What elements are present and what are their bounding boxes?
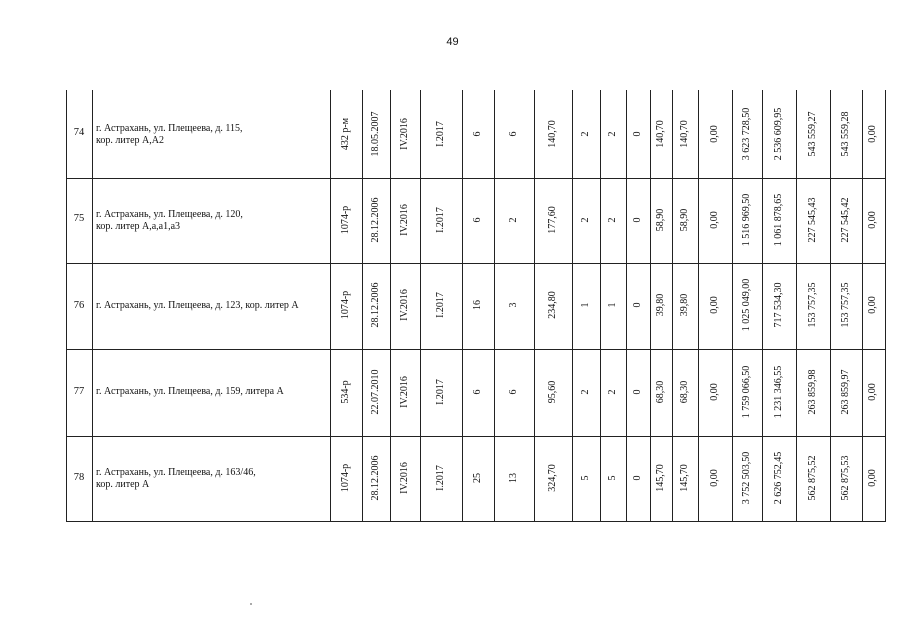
- value-cell: 324,70: [547, 464, 558, 492]
- value-cell: 543 559,28: [840, 111, 851, 157]
- grid-line-vertical: [600, 90, 601, 521]
- value-cell: 0,00: [709, 296, 720, 314]
- grid-line-vertical: [494, 90, 495, 521]
- value-cell: 234,80: [547, 291, 558, 319]
- value-cell: 58,90: [655, 208, 666, 232]
- value-cell: 543 559,27: [807, 111, 818, 157]
- row-number: 76: [73, 300, 85, 311]
- grid-line-vertical: [762, 90, 763, 521]
- value-cell: 2: [508, 217, 519, 223]
- grid-line-vertical: [672, 90, 673, 521]
- value-cell: 0: [632, 389, 643, 395]
- value-cell: 1074-р: [340, 463, 351, 493]
- value-cell: 0: [632, 475, 643, 481]
- value-cell: 145,70: [655, 464, 666, 492]
- address-line: г. Астрахань, ул. Плещеева, д. 159, литера А: [96, 386, 284, 397]
- grid-line-horizontal: [66, 349, 886, 350]
- value-cell: 2: [607, 217, 618, 223]
- value-cell: 2: [607, 389, 618, 395]
- value-cell: I.2017: [435, 379, 446, 405]
- value-cell: 1 516 969,50: [741, 193, 752, 247]
- value-cell: 6: [472, 131, 483, 137]
- value-cell: IV.2016: [399, 204, 410, 236]
- value-cell: 227 545,42: [840, 197, 851, 243]
- address-line: г. Астрахань, ул. Плещеева, д. 115,: [96, 123, 243, 134]
- address-line: г. Астрахань, ул. Плещеева, д. 120,: [96, 209, 243, 220]
- value-cell: 0,00: [709, 125, 720, 143]
- value-cell: 28.12.2006: [370, 282, 381, 328]
- value-cell: 95,60: [547, 380, 558, 404]
- grid-line-vertical: [362, 90, 363, 521]
- value-cell: 22.07.2010: [370, 369, 381, 415]
- address-cell: [96, 123, 326, 147]
- value-cell: 3: [508, 302, 519, 308]
- value-cell: 2: [580, 389, 591, 395]
- value-cell: 25: [472, 473, 483, 483]
- value-cell: 263 859,97: [840, 369, 851, 415]
- value-cell: 562 875,52: [807, 455, 818, 501]
- address-line: кор. литер А,а,а1,а3: [96, 221, 181, 232]
- value-cell: 1074-р: [340, 290, 351, 320]
- grid-line-vertical: [650, 90, 651, 521]
- value-cell: 2 626 752,45: [773, 451, 784, 505]
- value-cell: 28.12.2006: [370, 197, 381, 243]
- value-cell: 562 875,53: [840, 455, 851, 501]
- value-cell: I.2017: [435, 292, 446, 318]
- value-cell: 140,70: [547, 120, 558, 148]
- grid-line-horizontal: [66, 178, 886, 179]
- value-cell: 0,00: [867, 469, 878, 487]
- value-cell: I.2017: [435, 121, 446, 147]
- grid-line-vertical: [862, 90, 863, 521]
- row-number: 75: [73, 213, 85, 224]
- value-cell: 39,80: [655, 293, 666, 317]
- grid-line-vertical: [885, 90, 886, 521]
- grid-line-horizontal: [66, 436, 886, 437]
- value-cell: IV.2016: [399, 289, 410, 321]
- value-cell: 2 536 609,95: [773, 107, 784, 161]
- grid-line-vertical: [626, 90, 627, 521]
- grid-line-vertical: [732, 90, 733, 521]
- value-cell: IV.2016: [399, 118, 410, 150]
- grid-line-vertical: [830, 90, 831, 521]
- value-cell: 6: [508, 389, 519, 395]
- value-cell: 6: [472, 217, 483, 223]
- value-cell: 534-р: [340, 380, 351, 404]
- address-cell: [96, 209, 326, 233]
- value-cell: 3 752 503,50: [741, 451, 752, 505]
- value-cell: 0: [632, 302, 643, 308]
- value-cell: 2: [580, 131, 591, 137]
- value-cell: 39,80: [679, 293, 690, 317]
- value-cell: 68,30: [679, 380, 690, 404]
- grid-line-vertical: [92, 90, 93, 521]
- grid-line-horizontal: [66, 263, 886, 264]
- value-cell: 0,00: [867, 125, 878, 143]
- value-cell: 153 757,35: [840, 282, 851, 328]
- address-line: кор. литер А: [96, 479, 150, 490]
- value-cell: 0,00: [709, 211, 720, 229]
- value-cell: 3 623 728,50: [741, 107, 752, 161]
- address-cell: [96, 386, 326, 398]
- value-cell: 2: [580, 217, 591, 223]
- value-cell: 0,00: [867, 383, 878, 401]
- address-cell: [96, 300, 326, 312]
- value-cell: 717 534,30: [773, 282, 784, 328]
- value-cell: 432 р-м: [340, 117, 351, 151]
- value-cell: 227 545,43: [807, 197, 818, 243]
- value-cell: 16: [472, 300, 483, 310]
- value-cell: IV.2016: [399, 462, 410, 494]
- value-cell: 13: [508, 473, 519, 483]
- value-cell: 0,00: [709, 469, 720, 487]
- grid-line-vertical: [534, 90, 535, 521]
- value-cell: 153 757,35: [807, 282, 818, 328]
- value-cell: 2: [607, 131, 618, 137]
- address-line: кор. литер А,А2: [96, 135, 164, 146]
- value-cell: 0: [632, 131, 643, 137]
- value-cell: 263 859,98: [807, 369, 818, 415]
- value-cell: 0,00: [709, 383, 720, 401]
- grid-line-horizontal: [66, 521, 886, 522]
- value-cell: 18.05.2007: [370, 111, 381, 157]
- value-cell: 1: [607, 302, 618, 308]
- value-cell: 6: [508, 131, 519, 137]
- value-cell: 28.12.2006: [370, 455, 381, 501]
- row-number: 77: [73, 386, 85, 397]
- value-cell: 0,00: [867, 296, 878, 314]
- value-cell: 0: [632, 217, 643, 223]
- grid-line-vertical: [390, 90, 391, 521]
- value-cell: 1074-р: [340, 205, 351, 235]
- row-number: 74: [73, 127, 85, 138]
- value-cell: 177,60: [547, 206, 558, 234]
- value-cell: 145,70: [679, 464, 690, 492]
- grid-line-vertical: [462, 90, 463, 521]
- value-cell: 140,70: [679, 120, 690, 148]
- value-cell: 1: [580, 302, 591, 308]
- address-cell: [96, 467, 326, 491]
- grid-line-vertical: [698, 90, 699, 521]
- grid-line-vertical: [330, 90, 331, 521]
- value-cell: I.2017: [435, 465, 446, 491]
- value-cell: I.2017: [435, 207, 446, 233]
- grid-line-vertical: [420, 90, 421, 521]
- grid-line-vertical: [796, 90, 797, 521]
- page-number: 49: [446, 36, 459, 48]
- value-cell: 5: [607, 475, 618, 481]
- address-line: г. Астрахань, ул. Плещеева, д. 123, кор. литер А: [96, 300, 299, 311]
- value-cell: 0,00: [867, 211, 878, 229]
- grid-line-vertical: [572, 90, 573, 521]
- value-cell: 58,90: [679, 208, 690, 232]
- value-cell: 1 759 066,50: [741, 365, 752, 419]
- value-cell: IV.2016: [399, 376, 410, 408]
- row-number: 78: [73, 472, 85, 483]
- value-cell: 68,30: [655, 380, 666, 404]
- value-cell: 6: [472, 389, 483, 395]
- value-cell: 140,70: [655, 120, 666, 148]
- value-cell: 1 025 049,00: [741, 278, 752, 332]
- value-cell: 1 061 878,65: [773, 193, 784, 247]
- scan-speck: [250, 603, 252, 605]
- value-cell: 1 231 346,55: [773, 365, 784, 419]
- value-cell: 5: [580, 475, 591, 481]
- address-line: г. Астрахань, ул. Плещеева, д. 163/46,: [96, 467, 256, 478]
